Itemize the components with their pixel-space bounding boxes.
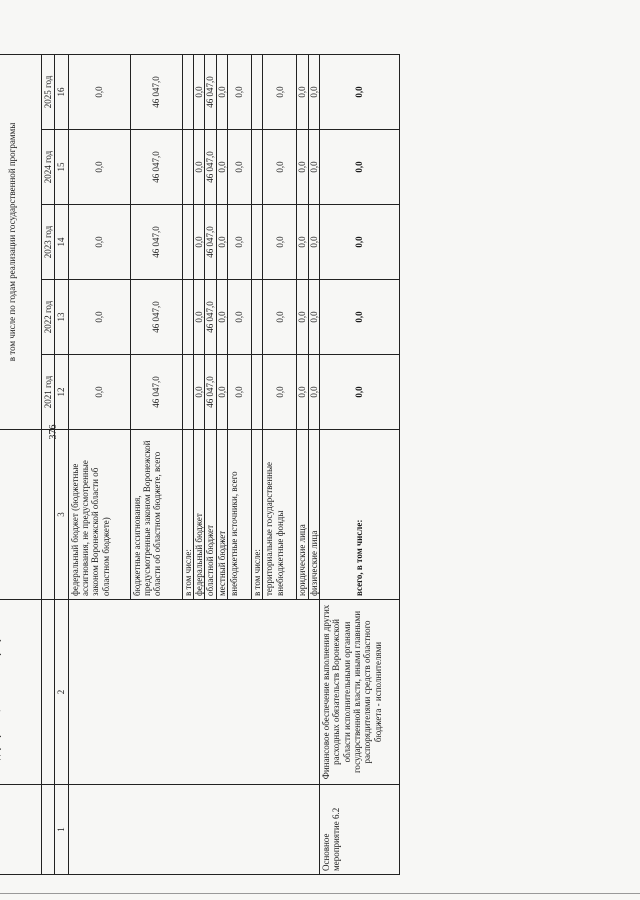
value-cell: 0,0 bbox=[68, 54, 130, 129]
measure-source: всего, в том числе: bbox=[320, 430, 400, 600]
measure-value: 0,0 bbox=[320, 130, 400, 205]
header-year: 2025 год bbox=[42, 54, 55, 129]
source-cell: в том числе: bbox=[182, 430, 193, 600]
value-cell: 0,0 bbox=[263, 205, 297, 280]
value-cell: 46 047,0 bbox=[130, 355, 182, 430]
source-cell: федеральный бюджет (бюджетные ассигнования, не предусмотренные законом Воронежской области об областном бюджете) bbox=[68, 430, 130, 600]
status-cell-empty bbox=[68, 785, 319, 875]
source-cell: бюджетные ассигнования, предусмотренные законом Воронежской области об областном бюджете, всего bbox=[130, 430, 182, 600]
value-cell: 46 047,0 bbox=[205, 130, 216, 205]
value-cell: 46 047,0 bbox=[130, 130, 182, 205]
value-cell bbox=[182, 54, 193, 129]
header-name bbox=[0, 600, 42, 785]
value-cell bbox=[252, 130, 263, 205]
value-cell: 0,0 bbox=[194, 355, 205, 430]
col-number: 16 bbox=[55, 54, 68, 129]
value-cell: 0,0 bbox=[68, 205, 130, 280]
page-number: 376 bbox=[48, 424, 59, 440]
value-cell: 0,0 bbox=[194, 205, 205, 280]
col-number: 12 bbox=[55, 355, 68, 430]
measure-value: 0,0 bbox=[320, 280, 400, 355]
value-cell: 0,0 bbox=[297, 205, 308, 280]
value-cell bbox=[182, 355, 193, 430]
value-cell: 46 047,0 bbox=[130, 205, 182, 280]
value-cell: 46 047,0 bbox=[130, 280, 182, 355]
name-cell-empty bbox=[68, 600, 319, 785]
col-number: 1 bbox=[55, 785, 68, 875]
value-cell: 0,0 bbox=[228, 280, 252, 355]
value-cell: 0,0 bbox=[216, 355, 227, 430]
value-cell: 0,0 bbox=[263, 355, 297, 430]
value-cell: 0,0 bbox=[297, 54, 308, 129]
value-cell: 0,0 bbox=[297, 355, 308, 430]
value-cell: 0,0 bbox=[308, 54, 319, 129]
source-cell: в том числе: bbox=[252, 430, 263, 600]
value-cell: 0,0 bbox=[308, 355, 319, 430]
value-cell: 0,0 bbox=[297, 280, 308, 355]
value-cell: 0,0 bbox=[228, 355, 252, 430]
header-year: 2022 год bbox=[42, 280, 55, 355]
value-cell bbox=[252, 205, 263, 280]
source-cell: федеральный бюджет bbox=[194, 430, 205, 600]
col-number: 15 bbox=[55, 130, 68, 205]
measure-value: 0,0 bbox=[320, 205, 400, 280]
col-number: 13 bbox=[55, 280, 68, 355]
expense-table bbox=[0, 54, 400, 875]
value-cell: 0,0 bbox=[68, 280, 130, 355]
header-year: 2021 год bbox=[42, 355, 55, 430]
value-cell bbox=[182, 280, 193, 355]
value-cell: 0,0 bbox=[308, 130, 319, 205]
measure-value: 0,0 bbox=[320, 54, 400, 129]
value-cell bbox=[252, 355, 263, 430]
value-cell bbox=[252, 54, 263, 129]
value-cell: 0,0 bbox=[228, 130, 252, 205]
value-cell bbox=[252, 280, 263, 355]
value-cell: 46 047,0 bbox=[205, 54, 216, 129]
value-cell bbox=[182, 205, 193, 280]
source-cell: местный бюджет bbox=[216, 430, 227, 600]
source-cell: областной бюджет bbox=[205, 430, 216, 600]
source-cell: внебюджетные источники, всего bbox=[228, 430, 252, 600]
header-status bbox=[0, 785, 42, 875]
value-cell: 0,0 bbox=[308, 280, 319, 355]
value-cell: 0,0 bbox=[216, 54, 227, 129]
header-year: 2023 год bbox=[42, 205, 55, 280]
value-cell: 0,0 bbox=[228, 54, 252, 129]
value-cell bbox=[182, 130, 193, 205]
value-cell: 46 047,0 bbox=[205, 280, 216, 355]
col-number: 2 bbox=[55, 600, 68, 785]
value-cell: 0,0 bbox=[194, 130, 205, 205]
value-cell: 0,0 bbox=[194, 54, 205, 129]
value-cell: 0,0 bbox=[263, 280, 297, 355]
page-bottom-rule bbox=[0, 893, 640, 894]
header-year: 2024 год bbox=[42, 130, 55, 205]
value-cell: 0,0 bbox=[68, 130, 130, 205]
source-cell: физические лица bbox=[308, 430, 319, 600]
value-cell: 0,0 bbox=[297, 130, 308, 205]
value-cell: 0,0 bbox=[228, 205, 252, 280]
value-cell: 0,0 bbox=[216, 130, 227, 205]
source-cell: территориальные государственные внебюджетные фонды bbox=[263, 430, 297, 600]
source-cell: юридические лица bbox=[297, 430, 308, 600]
col-number: 14 bbox=[55, 205, 68, 280]
value-cell: 0,0 bbox=[263, 130, 297, 205]
value-cell: 0,0 bbox=[68, 355, 130, 430]
measure-value: 0,0 bbox=[320, 355, 400, 430]
measure-status: Основное мероприятие 6.2 bbox=[320, 785, 400, 875]
header-sources bbox=[0, 430, 42, 600]
rotated-sheet bbox=[0, 55, 410, 875]
col-number: 3 bbox=[55, 430, 68, 600]
header-by-years: в том числе по годам реализации государственной программы bbox=[0, 54, 42, 429]
measure-name: Финансовое обеспечение выполнения других расходных обязательств Воронежской области исполнительными органами государственной власти, иными главными распорядителями средств областного бюджета - исполнителями bbox=[320, 600, 400, 785]
value-cell: 0,0 bbox=[194, 280, 205, 355]
value-cell: 46 047,0 bbox=[205, 355, 216, 430]
value-cell: 46 047,0 bbox=[130, 54, 182, 129]
value-cell: 0,0 bbox=[263, 54, 297, 129]
value-cell: 0,0 bbox=[216, 205, 227, 280]
value-cell: 0,0 bbox=[308, 205, 319, 280]
value-cell: 46 047,0 bbox=[205, 205, 216, 280]
value-cell: 0,0 bbox=[216, 280, 227, 355]
